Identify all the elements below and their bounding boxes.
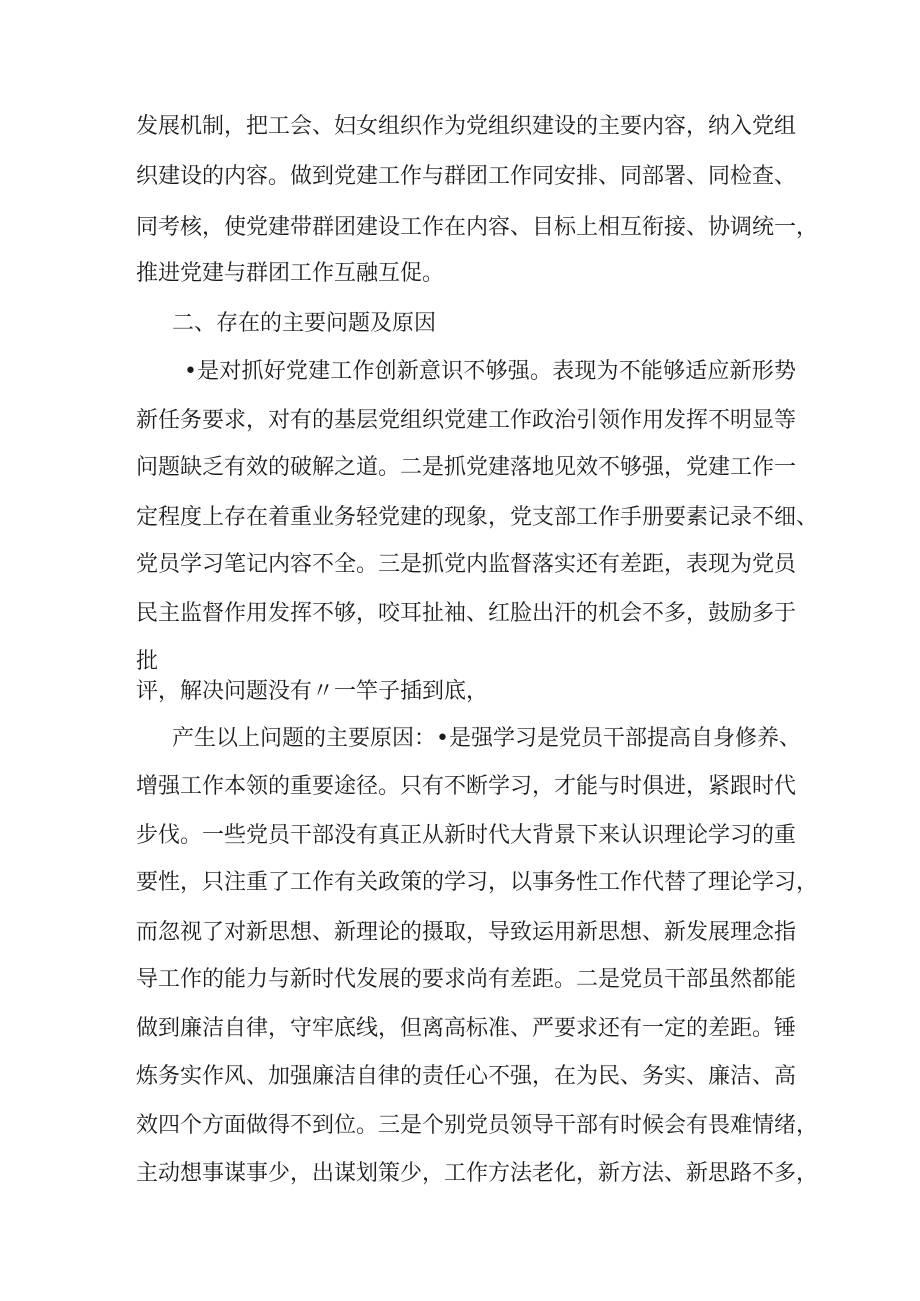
paragraph3-line-2: 增强工作本领的重要途径。只有不断学习，才能与时俱进，紧跟时代 [136, 774, 797, 799]
paragraph3-line-10: 主动想事谋事少，出谋划策少，工作方法老化，新方法、新思路不多， [136, 1161, 819, 1186]
paragraph2-line-2: 新任务要求，对有的基层党组织党建工作政治引领作用发挥不明显等 [136, 408, 797, 433]
paragraph1-line-1: 发展机制，把工会、妇女组织作为党组织建设的主要内容，纳入党组 [136, 114, 797, 139]
paragraph3-line-1: 产生以上问题的主要原因：•是强学习是党员干部提高自身修养、 [172, 726, 801, 751]
paragraph2-line-4: 定程度上存在着重业务轻党建的现象，党支部工作手册要素记录不细、 [136, 505, 819, 530]
paragraph2-line-6: 民主监督作用发挥不够，咬耳扯袖、红脸出汗的机会不多，鼓励多于 [136, 601, 797, 626]
paragraph1-line-4: 推进党建与群团工作互融互促。 [136, 261, 445, 286]
paragraph3-line-6: 导工作的能力与新时代发展的要求尚有差距。二是党员干部虽然都能 [136, 967, 797, 992]
paragraph3-line-4: 要性，只注重了工作有关政策的学习，以事务性工作代替了理论学习， [136, 870, 819, 895]
paragraph3-line-7: 做到廉洁自律，守牢底线，但离高标准、严要求还有一定的差距。锤 [136, 1016, 797, 1041]
paragraph2-line-8: 评，解决问题没有〃一竿子插到底， [136, 679, 489, 704]
paragraph3-line-5: 而忽视了对新思想、新理论的摄取，导致运用新思想、新发展理念指 [136, 920, 797, 945]
section-heading: 二、存在的主要问题及原因 [172, 311, 437, 336]
paragraph2-line-5: 党员学习笔记内容不全。三是抓党内监督落实还有差距，表现为党员 [136, 552, 797, 577]
paragraph3-line-9: 效四个方面做得不到位。三是个别党员领导干部有时候会有畏难情绪， [136, 1113, 819, 1138]
paragraph3-line-3: 步伐。一些党员干部没有真正从新时代大背景下来认识理论学习的重 [136, 823, 797, 848]
paragraph2-line-3: 问题缺乏有效的破解之道。二是抓党建落地见效不够强，党建工作一 [136, 455, 797, 480]
paragraph1-line-3: 同考核，使党建带群团建设工作在内容、目标上相互衔接、协调统一， [136, 215, 819, 240]
paragraph1-line-2: 织建设的内容。做到党建工作与群团工作同安排、同部署、同检查、 [136, 164, 797, 189]
paragraph2-line-7: 批 [136, 649, 159, 674]
paragraph3-line-8: 炼务实作风、加强廉洁自律的责任心不强，在为民、务实、廉洁、高 [136, 1064, 797, 1089]
paragraph2-line-1: •是对抓好党建工作创新意识不够强。表现为不能够适应新形势 [184, 359, 796, 384]
